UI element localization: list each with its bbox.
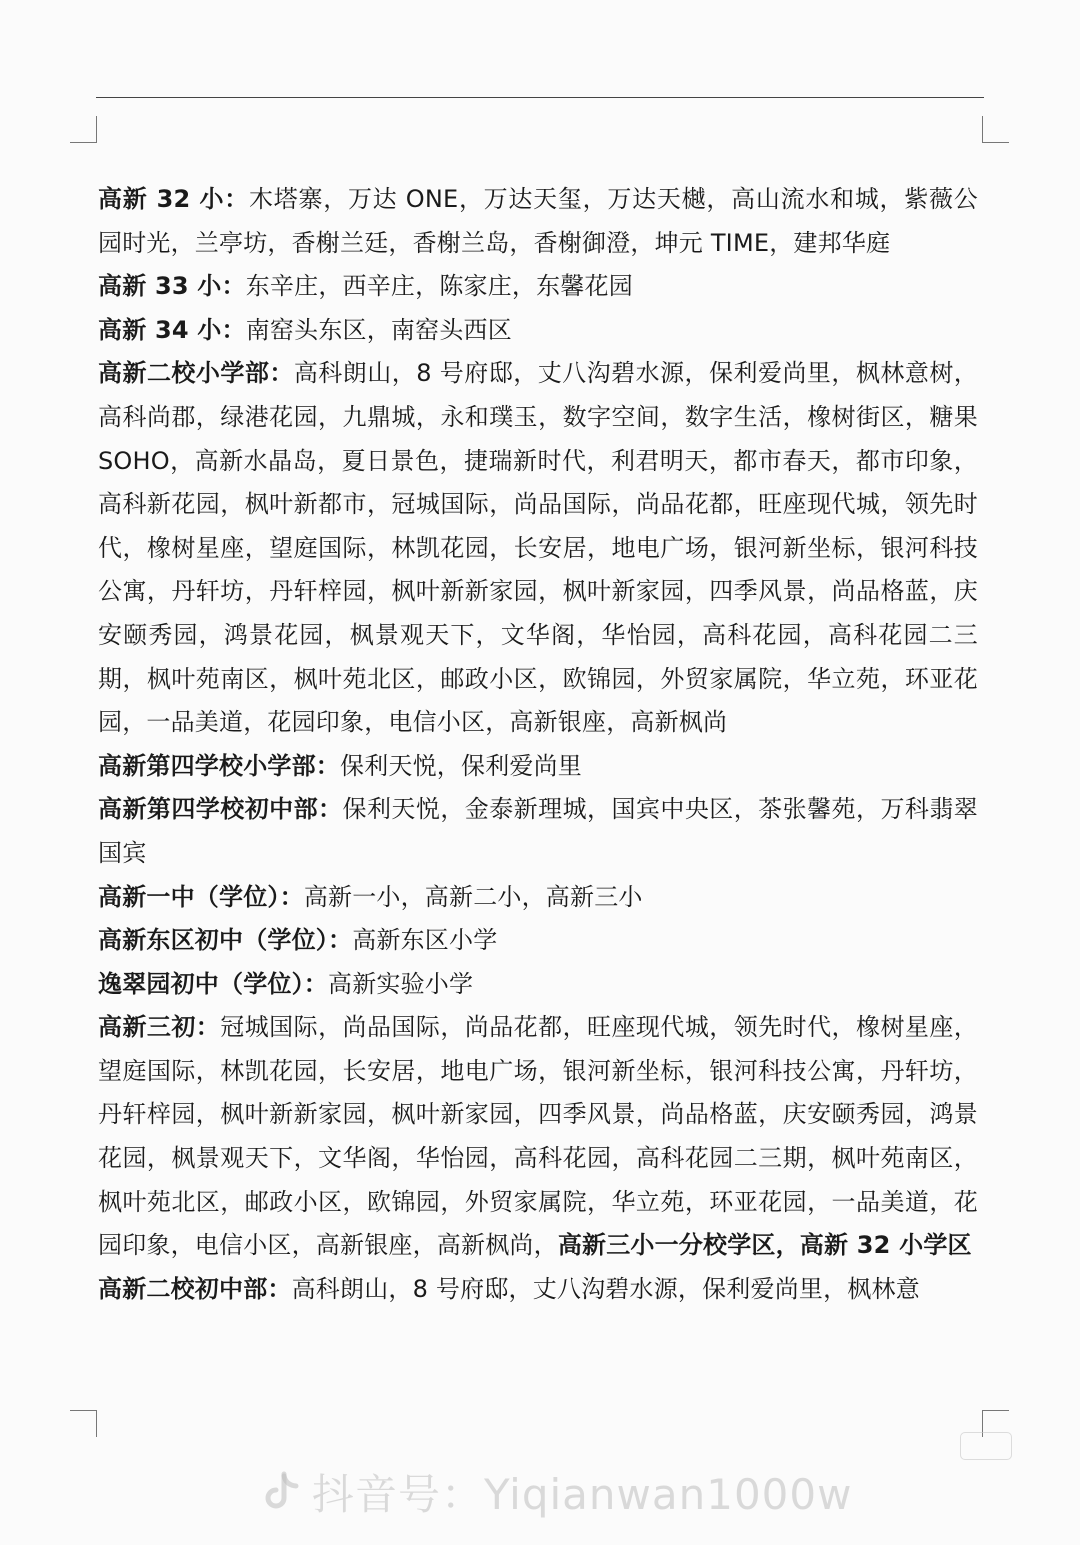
entry-label: 高新一中（学位）： — [98, 882, 304, 911]
document-body — [98, 178, 978, 1311]
entry-tail: 高新三小一分校学区，高新 32 小学区 — [557, 1231, 972, 1260]
entry-yicuiyuan-middle — [98, 963, 978, 1007]
watermark-text: 抖音号：Yiqianwan1000w — [312, 1470, 853, 1519]
entry-label: 高新东区初中（学位）： — [98, 926, 353, 955]
entry-school-33 — [98, 265, 978, 309]
watermark — [262, 1462, 852, 1522]
entry-text: 东辛庄，西辛庄，陈家庄，东馨花园 — [245, 272, 633, 301]
entry-text: 高新一小，高新二小，高新三小 — [303, 882, 643, 911]
entry-third-middle — [98, 1006, 978, 1268]
entry-second-school-middle — [98, 1268, 978, 1312]
entry-label: 高新第四学校小学部： — [98, 751, 340, 780]
entry-fourth-school-middle — [98, 788, 978, 875]
entry-label: 高新 32 小： — [98, 185, 249, 213]
entry-label: 高新二校初中部： — [98, 1274, 292, 1303]
entry-fourth-school-primary — [98, 745, 978, 789]
entry-east-middle — [98, 919, 978, 963]
entry-label: 高新二校小学部： — [98, 359, 294, 388]
entry-text: 高新实验小学 — [328, 969, 474, 998]
crop-mark-top-right — [982, 116, 1009, 143]
entry-text: 高科朗山，8 号府邸，丈八沟碧水源，保利爱尚里，枫林意 — [291, 1274, 920, 1303]
entry-school-32 — [98, 178, 978, 265]
entry-text: 冠城国际，尚品国际，尚品花都，旺座现代城，领先时代，橡树星座，望庭国际，林凯花园，长安居，地电广场，银河新坐标，银河科技公寓，丹轩坊，丹轩梓园，枫叶新新家园，枫叶新家园，四季风景，尚品格蓝，庆安颐秀园，鸿景花园，枫景观天下，文华阁，华怡园，高科花园，高科花园二三期，枫叶苑南区，枫叶苑北区，邮政小区，欧锦园，外贸家属院，华立苑，环亚花园，一品美道，花园印象，电信小区，高新银座，高新枫尚， — [98, 1013, 979, 1260]
entry-label: 高新第四学校初中部： — [98, 795, 343, 824]
entry-text: 保利天悦，保利爱尚里 — [340, 751, 582, 780]
header-rule — [96, 97, 984, 98]
entry-text: 南窑头东区，南窑头西区 — [245, 315, 512, 344]
entry-first-middle — [98, 876, 978, 920]
entry-text: 木塔寨，万达 ONE，万达天玺，万达天樾，高山流水和城，紫薇公园时光，兰亭坊，香榭兰廷，香榭兰岛，香榭御澄，坤元 TIME，建邦华庭 — [98, 185, 978, 257]
entry-label: 高新 33 小： — [98, 272, 246, 301]
entry-school-34 — [98, 309, 978, 353]
crop-mark-top-left — [70, 116, 97, 143]
entry-label: 高新三初： — [98, 1013, 221, 1042]
entry-label: 逸翠园初中（学位）： — [98, 969, 328, 998]
watermark-badge — [960, 1432, 1012, 1460]
crop-mark-bottom-left — [70, 1410, 97, 1437]
entry-text: 高新东区小学 — [352, 926, 498, 955]
entry-text: 保利天悦，金泰新理城，国宾中央区，茶张馨苑，万科翡翠国宾 — [98, 795, 978, 867]
tiktok-icon — [262, 1470, 302, 1514]
entry-label: 高新 34 小： — [98, 315, 246, 344]
entry-second-school-primary — [98, 352, 978, 744]
entry-text: 高科朗山，8 号府邸，丈八沟碧水源，保利爱尚里，枫林意树，高科尚郡，绿港花园，九鼎城，永和璞玉，数字空间，数字生活，橡树街区，糖果 SOHO，高新水晶岛，夏日景色，捷瑞新时代，利君明天，都市春天，都市印象，高科新花园，枫叶新都市，冠城国际，尚品国际，尚品花都，旺座现代城，领先时代，橡树星座，望庭国际，林凯花园，长安居，地电广场，银河新坐标，银河科技公寓，丹轩坊，丹轩梓园，枫叶新新家园，枫叶新家园，四季风景，尚品格蓝，庆安颐秀园，鸿景花园，枫景观天下，文华阁，华怡园，高科花园，高科花园二三期，枫叶苑南区，枫叶苑北区，邮政小区，欧锦园，外贸家属院，华立苑，环亚花园，一品美道，花园印象，电信小区，高新银座，高新枫尚 — [98, 359, 978, 737]
